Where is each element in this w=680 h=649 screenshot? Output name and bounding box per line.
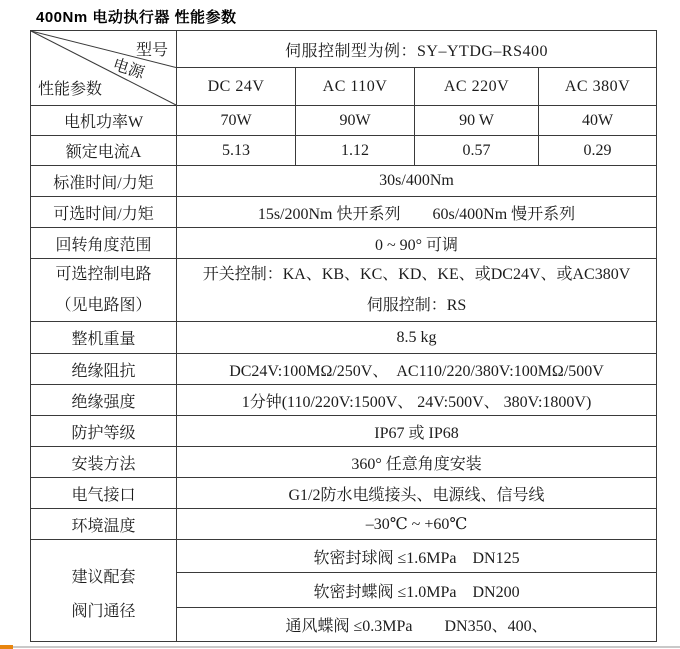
motor-power-ac380v: 40W	[539, 106, 657, 136]
row-standard-time-torque	[31, 166, 657, 197]
row-optional-time-torque	[31, 197, 657, 228]
protection-class-label: 防护等级	[31, 416, 177, 447]
electrical-interface-label: 电气接口	[31, 478, 177, 509]
row-valve-1	[31, 540, 657, 573]
optional-time-torque-label: 可选时间/力矩	[31, 197, 177, 228]
page-title: 400Nm 电动执行器 性能参数	[36, 9, 237, 26]
row-rotation-angle	[31, 228, 657, 259]
corner-label-performance: 性能参数	[38, 81, 103, 98]
row-motor-power	[31, 106, 657, 136]
model-example-cell: 伺服控制型为例：SY–YTDG–RS400	[177, 31, 657, 68]
protection-class-value: IP67 或 IP68	[177, 416, 657, 447]
row-ambient-temperature	[31, 509, 657, 540]
control-circuit-value-line1: 开关控制：KA、KB、KC、KD、KE、或DC24V、或AC380V	[202, 266, 631, 283]
rated-current-ac220v: 0.57	[415, 136, 539, 166]
weight-label: 整机重量	[31, 322, 177, 354]
rated-current-ac110v: 1.12	[296, 136, 415, 166]
control-circuit-value	[177, 259, 657, 322]
electrical-interface-value: G1/2防水电缆接头、电源线、信号线	[177, 478, 657, 509]
rotation-angle-label: 回转角度范围	[31, 228, 177, 259]
row-protection-class	[31, 416, 657, 447]
power-col-ac380v: AC 380V	[539, 68, 657, 106]
insulation-strength-value: 1分钟(110/220V:1500V、 24V:500V、 380V:1800V)	[177, 385, 657, 416]
ambient-temperature-label: 环境温度	[31, 509, 177, 540]
control-circuit-value-line2: 伺服控制：RS	[366, 297, 467, 314]
corner-label-power: 电源	[110, 56, 147, 83]
corner-diagonal-cell	[31, 31, 177, 106]
control-circuit-label-line2: （见电路图）	[55, 297, 152, 314]
footer-divider-line	[13, 646, 680, 648]
row-control-circuit	[31, 259, 657, 322]
power-col-dc24v: DC 24V	[177, 68, 296, 106]
row-rated-current	[31, 136, 657, 166]
valve-row-butterfly: 软密封蝶阀 ≤1.0MPa DN200	[177, 573, 657, 608]
valve-row-ball: 软密封球阀 ≤1.6MPa DN125	[177, 540, 657, 573]
mounting-label: 安装方法	[31, 447, 177, 478]
control-circuit-label-line1: 可选控制电路	[55, 266, 152, 283]
power-col-ac220v: AC 220V	[415, 68, 539, 106]
standard-time-torque-value: 30s/400Nm	[177, 166, 657, 197]
ambient-temperature-value: –30℃ ~ +60℃	[177, 509, 657, 540]
motor-power-dc24v: 70W	[177, 106, 296, 136]
valve-label-line1: 建议配套	[71, 569, 136, 586]
footer-accent-bar	[0, 645, 13, 649]
row-electrical-interface	[31, 478, 657, 509]
spec-table	[30, 30, 657, 642]
valve-row-vent-butterfly: 通风蝶阀 ≤0.3MPa DN350、400、	[177, 608, 657, 642]
optional-time-torque-value: 15s/200Nm 快开系列 60s/400Nm 慢开系列	[177, 197, 657, 228]
motor-power-ac110v: 90W	[296, 106, 415, 136]
insulation-impedance-label: 绝缘阻抗	[31, 354, 177, 385]
rotation-angle-value: 0 ~ 90° 可调	[177, 228, 657, 259]
row-insulation-impedance	[31, 354, 657, 385]
weight-value: 8.5 kg	[177, 322, 657, 354]
control-circuit-label	[31, 259, 177, 322]
row-mounting	[31, 447, 657, 478]
corner-label-model: 型号	[135, 42, 168, 59]
mounting-value: 360° 任意角度安装	[177, 447, 657, 478]
standard-time-torque-label: 标准时间/力矩	[31, 166, 177, 197]
power-col-ac110v: AC 110V	[296, 68, 415, 106]
row-insulation-strength	[31, 385, 657, 416]
header-row-model	[31, 31, 657, 68]
insulation-impedance-value: DC24V:100MΩ/250V、 AC110/220/380V:100MΩ/500V	[177, 354, 657, 385]
motor-power-ac220v: 90 W	[415, 106, 539, 136]
row-weight	[31, 322, 657, 354]
rated-current-ac380v: 0.29	[539, 136, 657, 166]
rated-current-label: 额定电流A	[31, 136, 177, 166]
motor-power-label: 电机功率W	[31, 106, 177, 136]
valve-recommendation-label	[31, 540, 177, 642]
valve-label-line2: 阀门通径	[71, 603, 136, 620]
insulation-strength-label: 绝缘强度	[31, 385, 177, 416]
rated-current-dc24v: 5.13	[177, 136, 296, 166]
